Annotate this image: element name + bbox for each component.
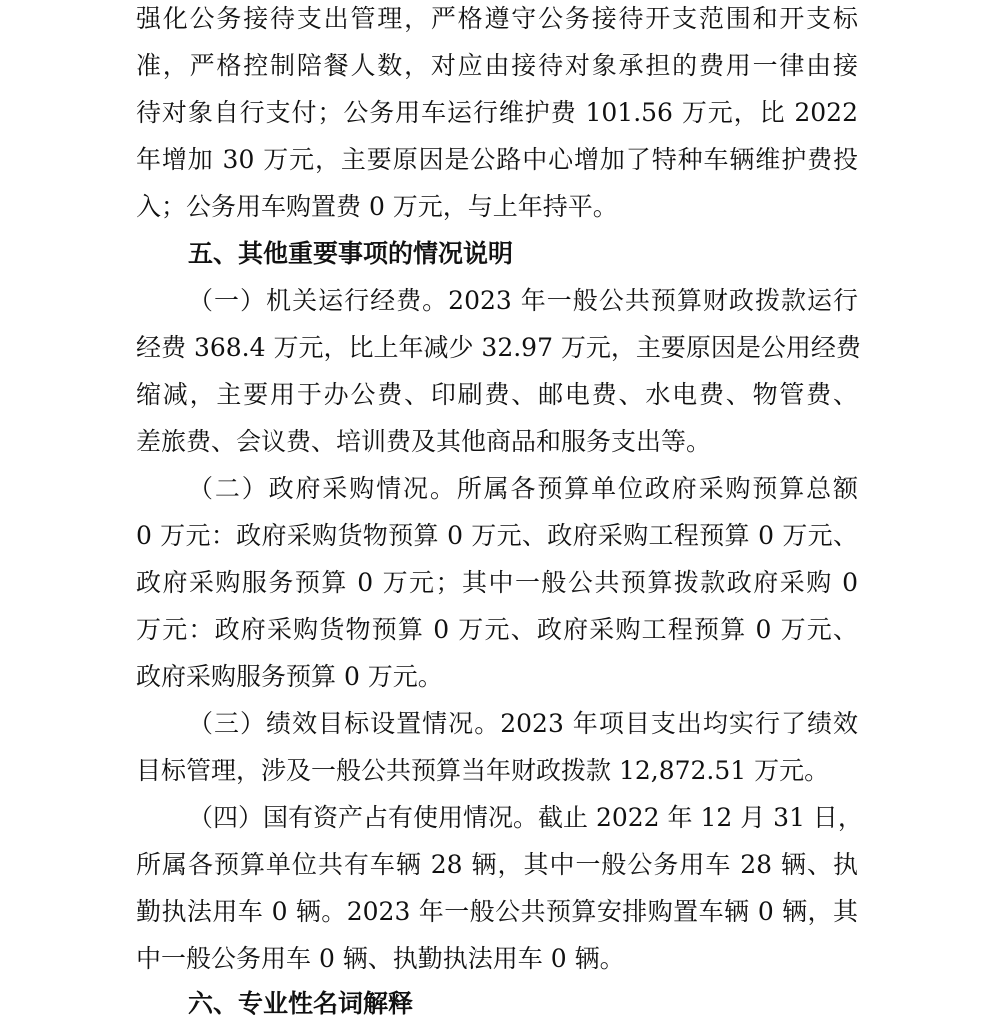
text-line: （一）机关运行经费。2023 年一般公共预算财政拨款运行 — [188, 286, 858, 315]
text-line: 差旅费、会议费、培训费及其他商品和服务支出等。 — [136, 427, 712, 456]
section-heading-5: 五、其他重要事项的情况说明 — [188, 239, 514, 268]
text-line: 目标管理，涉及一般公共预算当年财政拨款 12,872.51 万元。 — [136, 756, 830, 785]
text-line: 入；公务用车购置费 0 万元，与上年持平。 — [136, 192, 618, 221]
section-heading-6: 六、专业性名词解释 — [188, 989, 414, 1018]
text-line: 政府采购服务预算 0 万元。 — [136, 662, 443, 691]
text-line: 待对象自行支付；公务用车运行维护费 101.56 万元，比 2022 — [136, 98, 858, 127]
text-line: 勤执法用车 0 辆。2023 年一般公共预算安排购置车辆 0 辆，其 — [136, 897, 858, 926]
text-line: 强化公务接待支出管理，严格遵守公务接待开支范围和开支标 — [136, 4, 858, 33]
text-line: （二）政府采购情况。所属各预算单位政府采购预算总额 — [188, 474, 858, 503]
text-line: 政府采购服务预算 0 万元；其中一般公共预算拨款政府采购 0 — [136, 568, 858, 597]
text-line: （三）绩效目标设置情况。2023 年项目支出均实行了绩效 — [188, 709, 858, 738]
text-line: 准，严格控制陪餐人数，对应由接待对象承担的费用一律由接 — [136, 51, 858, 80]
text-line: 万元：政府采购货物预算 0 万元、政府采购工程预算 0 万元、 — [136, 615, 858, 644]
text-line: 缩减，主要用于办公费、印刷费、邮电费、水电费、物管费、 — [136, 380, 858, 409]
text-line: 经费 368.4 万元，比上年减少 32.97 万元，主要原因是公用经费 — [136, 333, 861, 362]
text-line: （四）国有资产占有使用情况。截止 2022 年 12 月 31 日， — [188, 803, 863, 832]
text-line: 0 万元：政府采购货物预算 0 万元、政府采购工程预算 0 万元、 — [136, 521, 858, 550]
text-line: 年增加 30 万元，主要原因是公路中心增加了特种车辆维护费投 — [136, 145, 858, 174]
text-line: 所属各预算单位共有车辆 28 辆，其中一般公务用车 28 辆、执 — [136, 850, 858, 879]
text-line: 中一般公务用车 0 辆、执勤执法用车 0 辆。 — [136, 944, 625, 973]
